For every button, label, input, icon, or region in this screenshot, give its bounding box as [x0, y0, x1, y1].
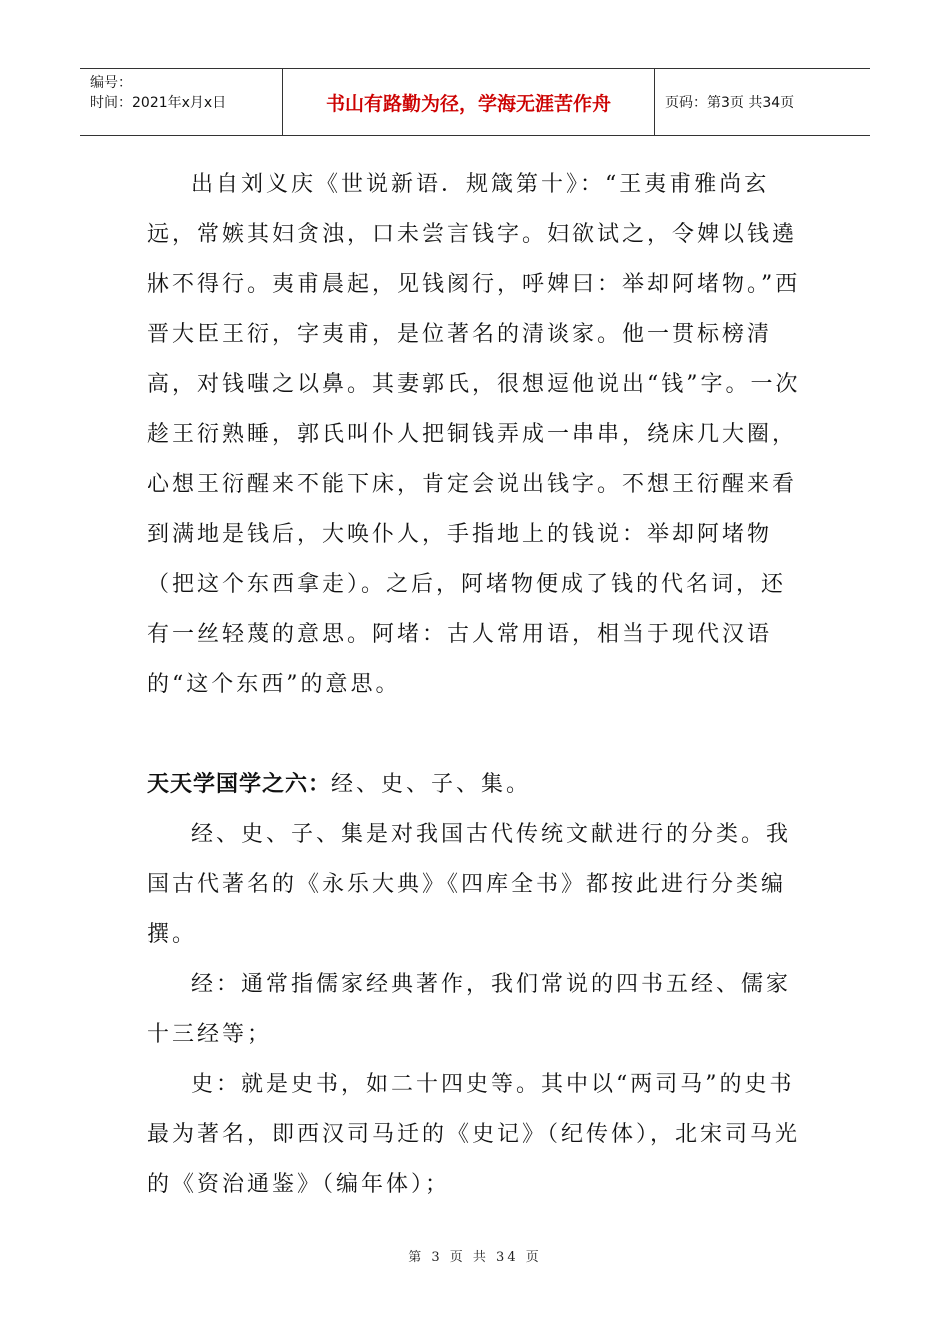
paragraph-shi: 史：就是史书，如二十四史等。其中以“两司马”的史书最为著名，即西汉司马迁的《史记》（纪传体），北宋司马光的《资治通鉴》（编年体）； — [147, 1072, 801, 1197]
serial-label: 编号： — [90, 75, 132, 91]
section-heading — [147, 760, 807, 810]
header-page-label: 页码：第3页 共34页 — [665, 95, 795, 111]
paragraph-gap — [147, 710, 807, 760]
paragraph-intro: 经、史、子、集是对我国古代传统文献进行的分类。我国古代著名的《永乐大典》《四库全书》都按此进行分类编撰。 — [147, 822, 792, 947]
section-heading-bold: 天天学国学之六： — [147, 772, 332, 797]
page-footer: 第 3 页 共 34 页 — [408, 1250, 542, 1265]
paragraph-story: 出自刘义庆《世说新语．规箴第十》：“王夷甫雅尚玄远，常嫉其妇贪浊，口未尝言钱字。妇欲试之，令婢以钱遶牀不得行。夷甫晨起，见钱阂行，呼婢曰：举却阿堵物。”西晋大臣王衍，字夷甫，是位著名的清谈家。他一贯标榜清高，对钱嗤之以鼻。其妻郭氏，很想逗他说出“钱”字。一次趁王衍熟睡，郭氏叫仆人把铜钱弄成一串串，绕床几大圈，心想王衍醒来不能下床，肯定会说出钱字。不想王衍醒来看到满地是钱后，大唤仆人，手指地上的钱说：举却阿堵物（把这个东西拿走）。之后，阿堵物便成了钱的代名词，还有一丝轻蔑的意思。阿堵：古人常用语，相当于现代汉语的“这个东西”的意思。 — [147, 172, 801, 697]
document-body — [147, 160, 807, 1210]
header-motto: 书山有路勤为径，学海无涯苦作舟 — [283, 69, 655, 135]
header-meta — [80, 69, 283, 135]
page-header — [80, 68, 870, 136]
paragraph-jing: 经：通常指儒家经典著作，我们常说的四书五经、儒家十三经等； — [147, 972, 792, 1047]
time-label: 时间：2021年x月x日 — [90, 95, 227, 111]
section-heading-rest: 经、史、子、集。 — [331, 772, 532, 797]
